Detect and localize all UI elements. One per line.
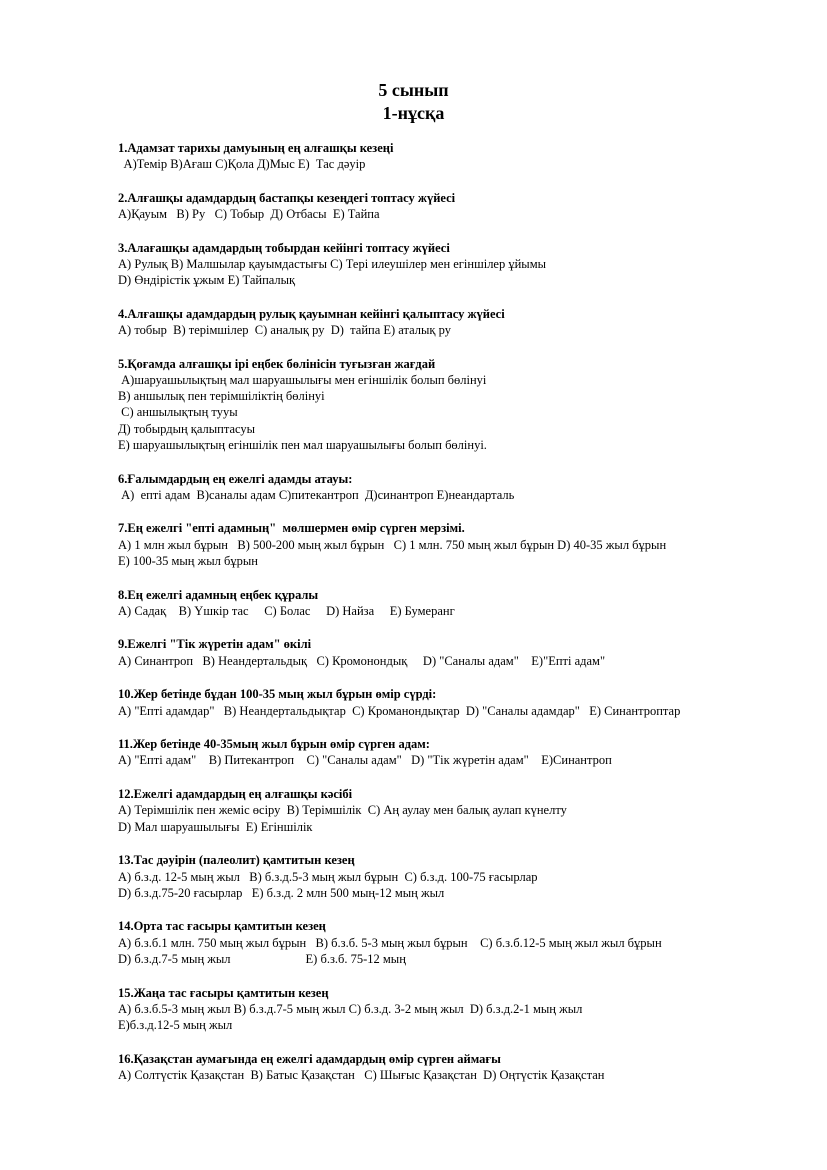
- question-title: 15.Жаңа тас ғасыры қамтитын кезең: [118, 985, 329, 1000]
- question-block: [118, 140, 798, 172]
- question-title: 7.Ең ежелгі "епті адамның" мөлшермен өмір сүрген мерзімі.: [118, 521, 465, 536]
- question-title: 5.Қоғамда алғашқы ірі еңбек бөлінісін туғызған жағдай: [118, 356, 436, 371]
- question-block: [118, 736, 798, 768]
- answer-options-line: А)шаруашылықтың мал шаруашылығы мен егіншілік болып бөлінуі: [118, 373, 487, 388]
- question-block: [118, 786, 798, 835]
- question-title: 8.Ең ежелгі адамның еңбек құралы: [118, 587, 319, 602]
- answer-options-line: A)Темір В)Ағаш С)Қола Д)Мыс Е) Тас дәуір: [118, 157, 366, 172]
- answer-options-line: А) 1 млн жыл бұрын В) 500-200 мың жыл бұрын С) 1 млн. 750 мың жыл бұрын D) 40-35 жыл бұрын: [118, 537, 667, 552]
- question-block: [118, 918, 798, 967]
- question-block: [118, 471, 798, 503]
- answer-options-line: А) Синантроп В) Неандертальдық С) Кромонондық D) "Саналы адам" Е)"Епті адам": [118, 653, 606, 668]
- question-block: [118, 985, 798, 1034]
- question-list: [118, 140, 798, 1101]
- answer-options-line: А) "Епті адам" В) Питекантроп С) "Саналы адам" D) "Тік жүретін адам" Е)Синантроп: [118, 753, 612, 768]
- question-block: [118, 356, 798, 453]
- question-block: [118, 686, 798, 718]
- question-title: 13.Тас дәуірін (палеолит) қамтитын кезең: [118, 853, 355, 868]
- question-title: 3.Алағашқы адамдардың тобырдан кейінгі топтасу жүйесі: [118, 240, 450, 255]
- answer-options-line: D) б.з.д.75-20 ғасырлар Е) б.з.д. 2 млн 500 мың-12 мың жыл: [118, 885, 445, 900]
- answer-options-line: Е)б.з.д.12-5 мың жыл: [118, 1017, 233, 1032]
- question-title: 4.Алғашқы адамдардың рулық қауымнан кейінгі қалыптасу жүйесі: [118, 306, 505, 321]
- variant-heading: 1-нұсқа: [382, 103, 445, 123]
- answer-options-line: А) б.з.д. 12-5 мың жыл В) б.з.д.5-3 мың жыл бұрын С) б.з.д. 100-75 ғасырлар: [118, 869, 538, 884]
- answer-options-line: D) Өндірістік ұжым Е) Тайпалық: [118, 273, 296, 288]
- question-title: 11.Жер бетінде 40-35мың жыл бұрын өмір сүрген адам:: [118, 737, 430, 752]
- answer-options-line: А) Рулық В) Малшылар қауымдастығы С) Тері илеушілер мен егіншілер ұйымы: [118, 257, 547, 272]
- question-block: [118, 587, 798, 619]
- answer-options-line: С) аншылықтың тууы: [118, 405, 238, 420]
- question-block: [118, 520, 798, 569]
- question-block: [118, 240, 798, 289]
- answer-options-line: Е) шаруашылықтың егіншілік пен мал шаруашылығы болып бөлінуі.: [118, 437, 487, 452]
- answer-options-line: А) тобыр В) терімшілер С) аналық ру D) тайпа Е) аталық ру: [118, 323, 451, 338]
- question-title: 14.Орта тас ғасыры қамтитын кезең: [118, 919, 326, 934]
- question-block: [118, 1051, 798, 1083]
- answer-options-line: А)Қауым В) Ру С) Тобыр Д) Отбасы Е) Тайпа: [118, 207, 380, 222]
- grade-heading: 5 сынып: [378, 80, 449, 100]
- question-title: 6.Ғалымдардың ең ежелгі адамды атауы:: [118, 471, 353, 486]
- question-block: [118, 636, 798, 668]
- answer-options-line: Е) 100-35 мың жыл бұрын: [118, 553, 258, 568]
- answer-options-line: А) б.з.б.1 млн. 750 мың жыл бұрын В) б.з.б. 5-3 мың жыл бұрын С) б.з.б.12-5 мың жыл жыл бұрын: [118, 935, 662, 950]
- answer-options-line: В) аншылық пен терімшіліктің бөлінуі: [118, 389, 325, 404]
- answer-options-line: А) епті адам В)саналы адам С)питекантроп Д)синантроп Е)неандарталь: [118, 487, 515, 502]
- question-title: 1.Адамзат тарихы дамуының ең алғашқы кезеңі: [118, 141, 394, 155]
- answer-options-line: А) б.з.б.5-3 мың жыл В) б.з.д.7-5 мың жыл С) б.з.д. 3-2 мың жыл D) б.з.д.2-1 мың жыл: [118, 1001, 583, 1016]
- answer-options-line: А) Садақ В) Үшкір тас С) Болас D) Найза Е) Бумеранг: [118, 603, 455, 618]
- question-block: [118, 306, 798, 338]
- answer-options-line: Д) тобырдың қалыптасуы: [118, 421, 256, 436]
- question-title: 12.Ежелгі адамдардың ең алғашқы кәсібі: [118, 787, 353, 802]
- question-title: 2.Алғашқы адамдардың бастапқы кезеңдегі топтасу жүйесі: [118, 190, 456, 205]
- answer-options-line: D) б.з.д.7-5 мың жыл Е) б.з.б. 75-12 мың: [118, 951, 406, 966]
- answer-options-line: А) "Епті адамдар" В) Неандертальдықтар С) Кроманондықтар D) "Саналы адамдар" Е) Синантроптар: [118, 703, 681, 718]
- question-title: 9.Ежелгі "Тік жүретін адам" өкілі: [118, 637, 312, 652]
- question-block: [118, 190, 798, 222]
- answer-options-line: А) Терімшілік пен жеміс өсіру В) Терімшілік С) Аң аулау мен балық аулап күнелту: [118, 803, 567, 818]
- answer-options-line: D) Мал шаруашылығы Е) Егіншілік: [118, 819, 313, 834]
- question-title: 16.Қазақстан аумағында ең ежелгі адамдардың өмір сүрген аймағы: [118, 1051, 501, 1066]
- answer-options-line: А) Солтүстік Қазақстан В) Батыс Қазақстан С) Шығыс Қазақстан D) Оңтүстік Қазақстан: [118, 1067, 605, 1082]
- question-title: 10.Жер бетінде бұдан 100-35 мың жыл бұрын өмір сүрді:: [118, 687, 437, 702]
- question-block: [118, 852, 798, 901]
